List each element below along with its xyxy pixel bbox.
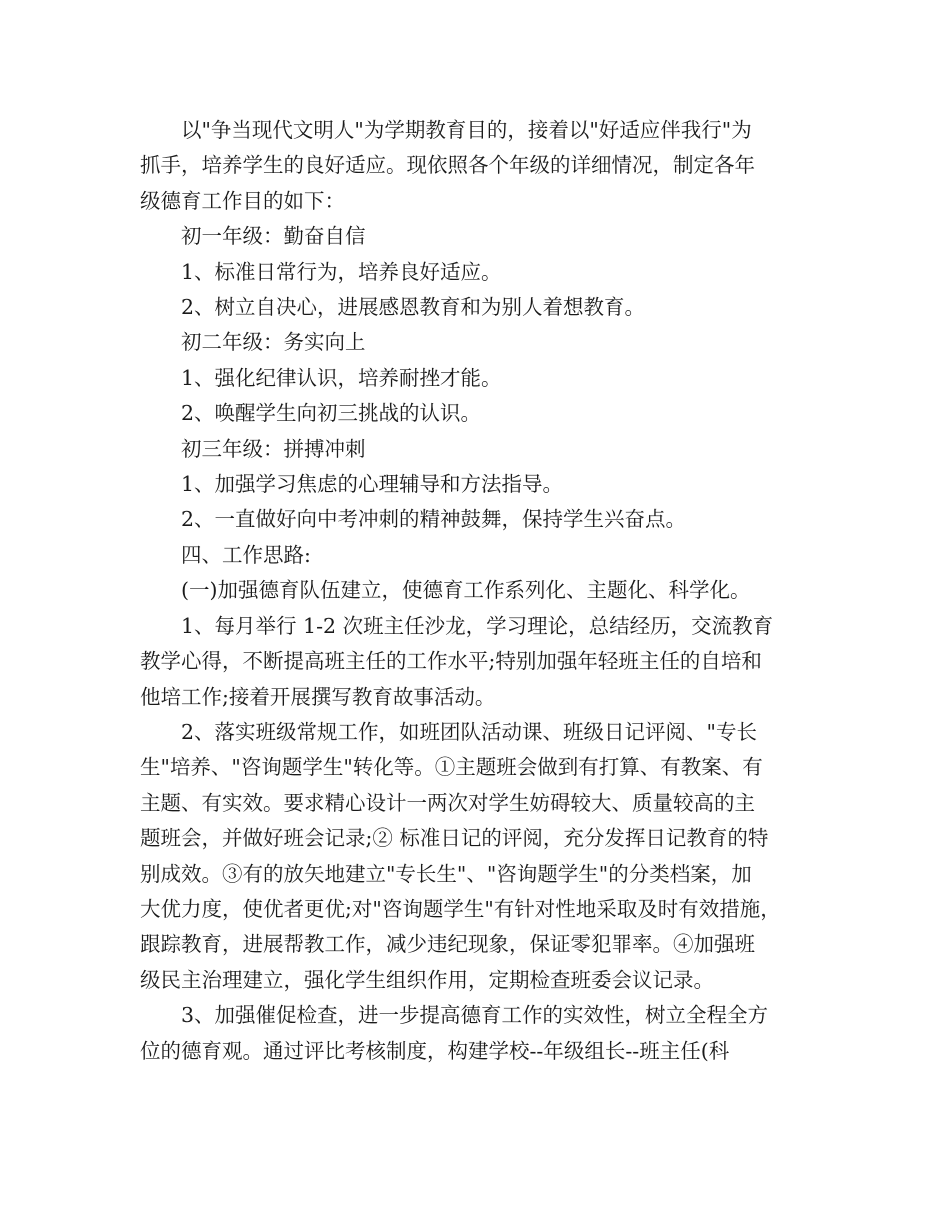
text-line: 初二年级：务实向上 xyxy=(181,330,366,355)
text-line: 跟踪教育，进展帮教工作，减少违纪现象，保证零犯罪率。④加强班 xyxy=(140,932,755,957)
text-line: 3、加强催促检查，进一步提高德育工作的实效性，树立全程全方 xyxy=(181,1003,769,1028)
text-line: 1、标准日常行为，培养良好适应。 xyxy=(181,259,502,284)
list-item xyxy=(140,290,820,325)
text-line: 1、加强学习焦虑的心理辅导和方法指导。 xyxy=(181,472,564,497)
text-line: 大优力度，使优者更优;对"咨询题学生"有针对性地采取及时有效措施， xyxy=(140,896,781,921)
section-heading xyxy=(140,538,820,573)
text-line: 初三年级：拼搏冲刺 xyxy=(181,436,366,461)
text-line: 四、工作思路: xyxy=(181,542,311,567)
subsection-heading xyxy=(140,573,820,608)
list-item xyxy=(140,396,820,431)
text-line: 主题、有实效。要求精心设计一两次对学生妨碍较大、质量较高的主 xyxy=(140,790,755,815)
text-line: 级德育工作目的如下： xyxy=(140,188,345,213)
paragraph-supervision xyxy=(140,998,820,1069)
text-line: 初一年级：勤奋自信 xyxy=(181,224,366,249)
text-line: 以"争当现代文明人"为学期教育目的，接着以"好适应伴我行"为 xyxy=(181,118,752,142)
list-item xyxy=(140,255,820,290)
paragraph-class-routine xyxy=(140,715,820,998)
text-line: 级民主治理建立，强化学生组织作用，定期检查班委会议记录。 xyxy=(140,967,714,992)
text-line: 1、每月举行 1-2 次班主任沙龙，学习理论，总结经历，交流教育 xyxy=(181,613,774,638)
text-line: 教学心得，不断提高班主任的工作水平;特别加强年轻班主任的自培和 xyxy=(140,649,762,674)
text-line: 生"培养、"咨询题学生"转化等。①主题班会做到有打算、有教案、有 xyxy=(140,755,763,780)
text-line: 他培工作;接着开展撰写教育故事活动。 xyxy=(140,684,496,709)
paragraph-goal-intro xyxy=(140,113,820,219)
text-line: 2、一直做好向中考冲刺的精神鼓舞，保持学生兴奋点。 xyxy=(181,507,687,532)
text-line: 2、唤醒学生向初三挑战的认识。 xyxy=(181,401,482,426)
text-line: 位的德育观。通过评比考核制度，构建学校--年级组长--班主任(科 xyxy=(140,1038,730,1063)
text-line: 2、树立自决心，进展感恩教育和为别人着想教育。 xyxy=(181,295,646,320)
text-line: (一)加强德育队伍建立，使德育工作系列化、主题化、科学化。 xyxy=(181,578,751,603)
document-body xyxy=(140,113,820,1069)
text-line: 2、落实班级常规工作，如班团队活动课、班级日记评阅、"专长 xyxy=(181,719,757,744)
text-line: 抓手，培养学生的良好适应。现依照各个年级的详细情况，制定各年 xyxy=(140,153,755,178)
text-line: 1、强化纪律认识，培养耐挫才能。 xyxy=(181,365,502,390)
text-line: 题班会，并做好班会记录;② 标准日记的评阅，充分发挥日记教育的特 xyxy=(140,826,769,851)
heading-grade-two xyxy=(140,325,820,360)
list-item xyxy=(140,361,820,396)
heading-grade-one xyxy=(140,219,820,254)
paragraph-salon xyxy=(140,609,820,715)
list-item xyxy=(140,502,820,537)
list-item xyxy=(140,467,820,502)
text-line: 别成效。③有的放矢地建立"专长生"、"咨询题学生"的分类档案，加 xyxy=(140,861,752,886)
heading-grade-three xyxy=(140,432,820,467)
